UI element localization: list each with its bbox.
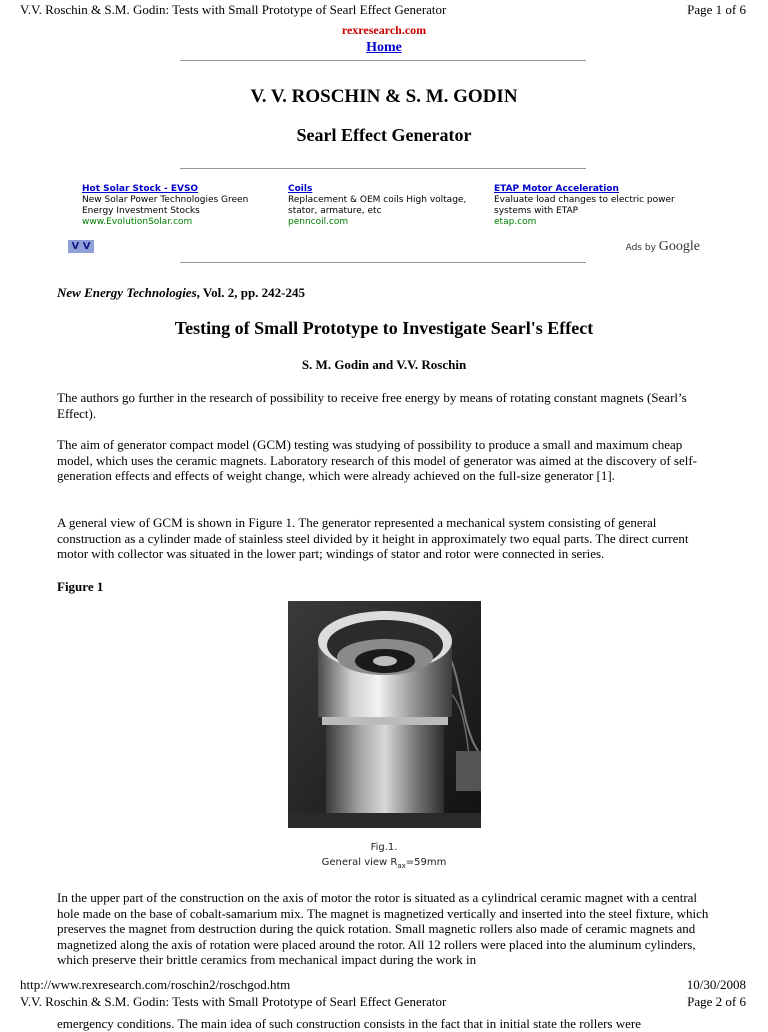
ad-title[interactable]: ETAP Motor Acceleration [494, 184, 619, 194]
ad-text: Replacement & OEM coils High voltage, [288, 195, 467, 205]
ad-text: Evaluate load changes to electric power [494, 195, 675, 205]
figure-photo [288, 601, 481, 828]
ad-title[interactable]: Hot Solar Stock - EVSO [82, 184, 199, 194]
divider-ads-top [180, 168, 586, 169]
divider-top [180, 60, 586, 61]
home-link[interactable]: Home [366, 40, 402, 55]
ad-url[interactable]: www.EvolutionSolar.com [82, 217, 193, 227]
ad-item[interactable] [82, 184, 278, 228]
page-number: Page 1 of 6 [687, 2, 746, 17]
ad-item[interactable] [494, 184, 690, 228]
paragraph: The authors go further in the research of possibility to receive free energy by means of rotating constant magnets (Searl’s Effect). [57, 390, 687, 421]
ad-text: New Solar Power Technologies Green [82, 195, 249, 205]
home-link-wrap [0, 38, 768, 56]
google-logo: Google [658, 239, 700, 254]
ad-text: stator, armature, etc [288, 206, 382, 216]
ad-text: Energy Investment Stocks [82, 206, 200, 216]
paragraph: In the upper part of the construction on the axis of motor the rotor is situated as a cylindrical ceramic magnet with a central hole made on the base of cobalt-samarium mix. The magnet is magnetized vertically and inserted into the steel fixture, which preserves the magnet from destruction during the quick rotation. Small magnetic rollers also made of ceramic magnets and magnetized along the axis of rotation were placed around the rotor. All 12 rollers were placed into the aluminum cylinders, which preserve their brittle ceramics from mechanical impact during the work in [57, 890, 709, 968]
article-byline: S. M. Godin and V.V. Roschin [301, 357, 467, 372]
figure-label: Figure 1 [57, 579, 104, 594]
journal-name: New Energy Technologies [57, 285, 197, 300]
authors-heading: V. V. ROSCHIN & S. M. GODIN [250, 86, 518, 107]
divider-ads-bottom [180, 262, 586, 263]
page-header-title: V.V. Roschin & S.M. Godin: Tests with Small Prototype of Searl Effect Generator [20, 2, 447, 17]
paragraph: A general view of GCM is shown in Figure 1. The generator represented a mechanical system consisting of general construction as a cylinder made of stainless steel divided by it height in approximately two equal parts. The direct current motor with collector was situated in the lower part; windings of stator and rotor were connected in series. [57, 515, 689, 562]
ad-item[interactable] [288, 184, 484, 228]
ad-nav-button[interactable]: V V [68, 240, 94, 253]
page-number: Page 2 of 6 [687, 994, 746, 1009]
ad-url[interactable]: etap.com [494, 217, 537, 227]
citation: New Energy Technologies, Vol. 2, pp. 242-245 [57, 285, 306, 300]
page-title: Searl Effect Generator [296, 125, 472, 145]
figure-caption: Fig.1. [370, 842, 398, 853]
footer-url[interactable]: http://www.rexresearch.com/roschin2/roschgod.htm [20, 977, 291, 992]
ad-url[interactable]: penncoil.com [288, 217, 349, 227]
ad-text: systems with ETAP [494, 206, 579, 216]
paragraph: The aim of generator compact model (GCM) testing was studying of possibility to produce a small and maximum cheap model, which uses the ceramic magnets. Laboratory research of this model of generator was aimed at the discovery of self-generation effects and effects of weight change, which were already achieved on the full-size generator [1]. [57, 437, 698, 484]
footer-date: 10/30/2008 [686, 977, 746, 992]
ads-by-google[interactable]: Ads by Google [625, 239, 700, 254]
figure-caption-detail: General view $R_{ax}=59mm$ [321, 857, 447, 870]
paragraph-continuation: emergency conditions. The main idea of such construction consists in the fact that in initial state the rollers were [57, 1016, 641, 1031]
article-title: Testing of Small Prototype to Investigate Searl's Effect [174, 318, 594, 338]
site-name: rexresearch.com [341, 23, 427, 37]
page-header-title: V.V. Roschin & S.M. Godin: Tests with Small Prototype of Searl Effect Generator [20, 994, 447, 1009]
ad-title[interactable]: Coils [288, 184, 313, 194]
